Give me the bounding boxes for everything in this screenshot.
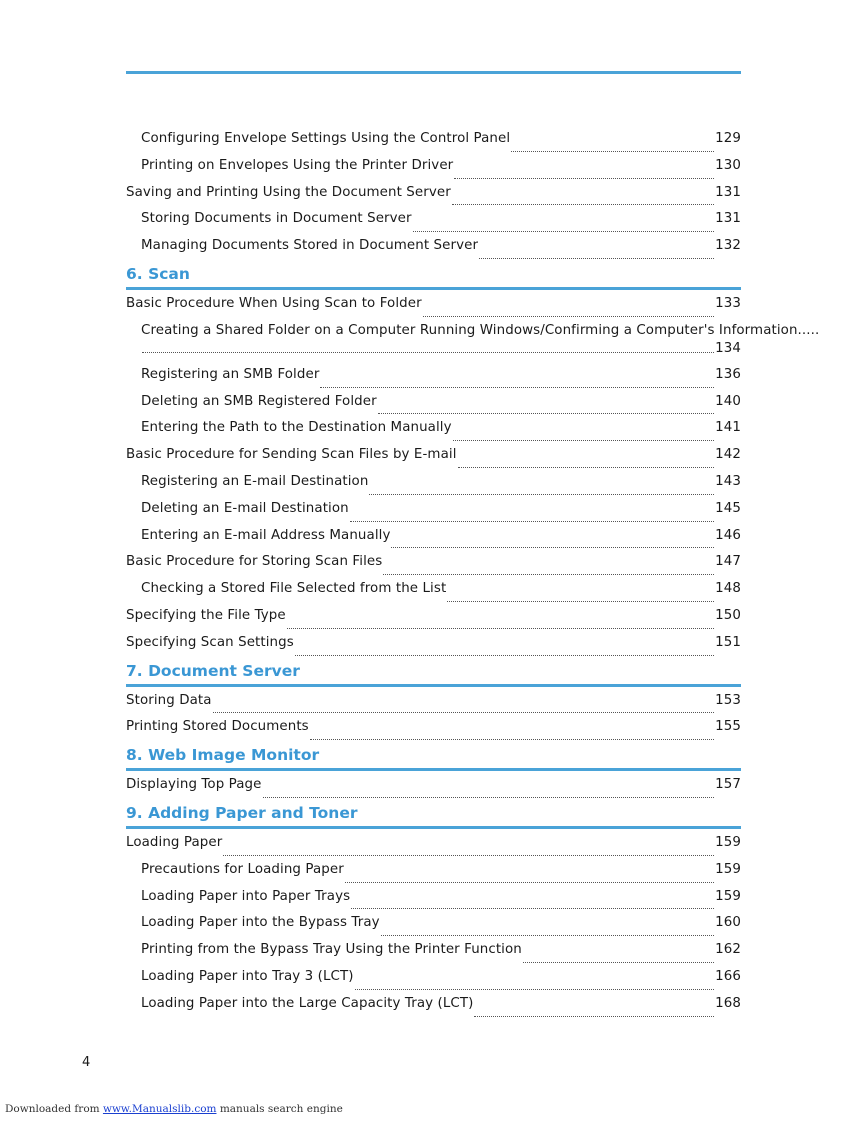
dot-leader [287, 627, 714, 629]
toc-entry-page: 160 [715, 915, 741, 931]
manualslib-link[interactable]: www.Manualslib.com [102, 1103, 217, 1115]
toc-entry-page: 134 [715, 340, 741, 356]
toc-entry-title: Displaying Top Page [126, 777, 262, 793]
dot-leader [423, 315, 714, 317]
toc-entry-page: 159 [715, 861, 741, 877]
toc-entry-page: 143 [715, 473, 741, 489]
toc-entry[interactable] [126, 527, 741, 554]
toc-entry-title: Registering an SMB Folder [141, 366, 320, 382]
toc-entry[interactable] [126, 295, 741, 322]
toc-entry[interactable] [126, 692, 741, 719]
toc-entry-page: 162 [715, 942, 741, 958]
toc-entry-page: 147 [715, 554, 741, 570]
dot-leader [320, 386, 714, 388]
toc-entry-page: 146 [715, 527, 741, 543]
toc-entry[interactable] [126, 718, 741, 745]
toc-entry[interactable] [126, 834, 741, 861]
toc-entry-title: Deleting an SMB Registered Folder [141, 393, 377, 409]
toc-entry[interactable] [126, 473, 741, 500]
dot-leader [223, 854, 714, 856]
dot-leader [378, 412, 714, 414]
toc-entry-page: 168 [715, 995, 741, 1011]
toc-entry-page: 130 [715, 157, 741, 173]
toc-entry-title: Printing on Envelopes Using the Printer Driver [141, 157, 454, 173]
toc-entry-title: Loading Paper into the Large Capacity Tray (LCT) [141, 995, 474, 1011]
toc-entry-title: Loading Paper [126, 834, 223, 850]
toc-entry-page: 148 [715, 581, 741, 597]
toc-entry-title: Registering an E-mail Destination [141, 473, 369, 489]
toc-entry-page: 131 [715, 211, 741, 227]
toc-entry[interactable] [126, 941, 741, 968]
toc-entry-page: 159 [715, 888, 741, 904]
dot-leader [355, 988, 715, 990]
toc-entry[interactable] [126, 366, 741, 393]
toc-entry-title: Printing from the Bypass Tray Using the Printer Function [141, 942, 522, 958]
toc-entry[interactable] [126, 184, 741, 211]
toc-entry[interactable] [126, 419, 741, 446]
toc-entry-page: 157 [715, 777, 741, 793]
toc-entry[interactable] [126, 210, 741, 237]
toc-entry-title: Basic Procedure for Storing Scan Files [126, 554, 383, 570]
toc-entry[interactable] [126, 446, 741, 473]
toc-entry-page: 155 [715, 719, 741, 735]
dot-leader [295, 654, 714, 656]
dot-leader [452, 203, 714, 205]
toc-entry[interactable] [126, 393, 741, 420]
toc-entry-title: Basic Procedure When Using Scan to Folder [126, 295, 422, 311]
toc-entry[interactable] [126, 968, 741, 995]
dot-leader [458, 466, 715, 468]
toc-entry-title: Printing Stored Documents [126, 719, 309, 735]
toc-entry-page: 166 [715, 968, 741, 984]
toc-entry[interactable] [126, 914, 741, 941]
toc-entry-title: Loading Paper into Paper Trays [141, 888, 351, 904]
toc-entry[interactable] [126, 861, 741, 888]
table-of-contents [126, 130, 820, 1022]
toc-entry[interactable] [126, 157, 741, 184]
dot-leader [454, 177, 714, 179]
toc-entry[interactable] [126, 776, 741, 803]
page-number: 4 [82, 1055, 91, 1070]
toc-entry-title: Specifying the File Type [126, 607, 286, 623]
toc-entry-title: Configuring Envelope Settings Using the Control Panel [141, 131, 511, 146]
dot-leader [511, 150, 714, 152]
chapter-heading[interactable]: 9. Adding Paper and Toner [126, 803, 741, 829]
header-rule [126, 71, 741, 74]
dot-leader [142, 351, 714, 353]
toc-entry[interactable] [126, 322, 820, 358]
toc-entry[interactable] [126, 607, 741, 634]
dot-leader [263, 796, 715, 798]
toc-entry-title: Storing Documents in Document Server [141, 211, 412, 227]
dot-leader [413, 230, 715, 232]
toc-entry[interactable] [126, 553, 741, 580]
dot-leader [391, 546, 714, 548]
toc-entry[interactable] [126, 995, 741, 1022]
dot-leader [447, 600, 714, 602]
footer-suffix: manuals search engine [216, 1103, 343, 1115]
toc-entry-title: Storing Data [126, 692, 212, 708]
dot-leader [383, 573, 714, 575]
toc-entry-title: Creating a Shared Folder on a Computer Running Windows/Confirming a Computer's Information..... [141, 322, 820, 338]
toc-entry[interactable] [126, 237, 741, 264]
dot-leader [351, 907, 714, 909]
toc-entry-page: 136 [715, 366, 741, 382]
toc-entry[interactable] [126, 130, 741, 157]
toc-entry-page: 159 [715, 834, 741, 850]
toc-entry-title: Precautions for Loading Paper [141, 861, 344, 877]
dot-leader [479, 257, 714, 259]
toc-entry-title: Managing Documents Stored in Document Server [141, 238, 479, 254]
dot-leader [381, 934, 714, 936]
chapter-heading[interactable]: 7. Document Server [126, 661, 741, 687]
dot-leader [310, 738, 714, 740]
toc-entry[interactable] [126, 580, 741, 607]
toc-entry-page: 145 [715, 500, 741, 516]
dot-leader [369, 493, 714, 495]
toc-entry-title: Basic Procedure for Sending Scan Files by E-mail [126, 447, 457, 463]
toc-entry-page: 151 [715, 634, 741, 650]
toc-entry-title: Checking a Stored File Selected from the List [141, 581, 447, 597]
toc-entry[interactable] [126, 888, 741, 915]
chapter-heading[interactable]: 6. Scan [126, 264, 741, 290]
toc-entry-title: Deleting an E-mail Destination [141, 500, 349, 516]
toc-entry-title: Loading Paper into the Bypass Tray [141, 915, 380, 931]
toc-entry-page: 131 [715, 184, 741, 200]
download-footer [5, 1103, 343, 1115]
toc-entry-page: 132 [715, 238, 741, 254]
dot-leader [213, 711, 715, 713]
toc-entry-title: Specifying Scan Settings [126, 634, 294, 650]
toc-entry-page: 141 [715, 420, 741, 436]
toc-entry[interactable] [126, 634, 741, 661]
toc-entry-page: 142 [715, 447, 741, 463]
toc-entry-title: Saving and Printing Using the Document Server [126, 184, 451, 200]
dot-leader [345, 881, 714, 883]
toc-entry-page: 150 [715, 607, 741, 623]
toc-entry-page: 140 [715, 393, 741, 409]
toc-entry-title: Entering the Path to the Destination Manually [141, 420, 452, 436]
dot-leader [523, 961, 714, 963]
toc-entry-page: 153 [715, 692, 741, 708]
footer-prefix: Downloaded from [5, 1103, 103, 1115]
toc-entry-page: 129 [715, 131, 741, 146]
chapter-heading[interactable]: 8. Web Image Monitor [126, 745, 741, 771]
toc-entry[interactable] [126, 500, 741, 527]
toc-entry-title: Entering an E-mail Address Manually [141, 527, 391, 543]
toc-entry-page: 133 [715, 295, 741, 311]
dot-leader [474, 1015, 714, 1017]
dot-leader [453, 439, 715, 441]
toc-entry-title: Loading Paper into Tray 3 (LCT) [141, 968, 354, 984]
dot-leader [350, 520, 714, 522]
